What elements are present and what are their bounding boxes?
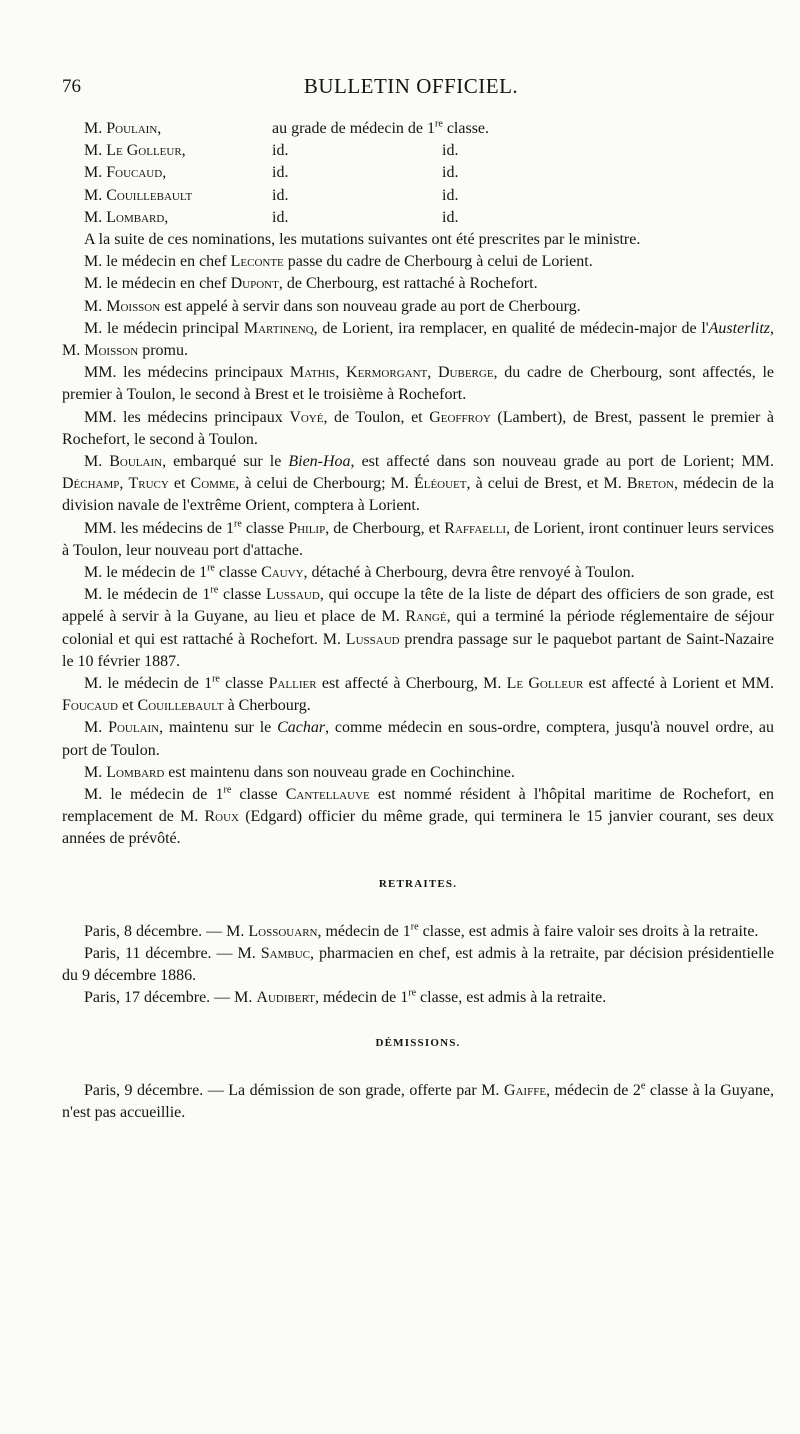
- running-title: BULLETIN OFFICIEL.: [303, 74, 519, 98]
- paragraph: M. le médecin en chef Dupont, de Cherbourg, est rattaché à Rochefort.: [84, 275, 538, 293]
- paragraph: M. le médecin de 1re classe Cauvy, détaché à Cherbourg, devra être renvoyé à Toulon.: [84, 562, 635, 581]
- paragraph: Paris, 9 décembre. — La démission de son grade, offerte par M. Gaiffe, médecin de 2e classe à la Guyane, n'est pas accueillie.: [62, 1080, 775, 1122]
- paragraph: MM. les médecins principaux Voyé, de Toulon, et Geoffroy (Lambert), de Brest, passent le premier à Rochefort, le second à Toulon.: [62, 408, 775, 448]
- paragraph: M. Lombard est maintenu dans son nouveau grade en Cochinchine.: [84, 763, 515, 781]
- list-item: M. Poulain, au grade de médecin de 1re classe.: [84, 118, 490, 137]
- document-body: [62, 118, 774, 1124]
- paragraph: M. le médecin principal Martinenq, de Lorient, ira remplacer, en qualité de médecin-major de l'Austerlitz, M. Moisson promu.: [62, 319, 774, 359]
- paragraph: A la suite de ces nominations, les mutations suivantes ont été prescrites par le ministre.: [84, 230, 641, 248]
- paragraph: M. le médecin de 1re classe Lussaud, qui occupe la tête de la liste de départ des officiers de son grade, est appelé à servir à la Guyane, au lieu et place de M. Rangé, qui a terminé la période réglementaire de séjour colonial et qui est rattaché à Rochefort. M. Lussaud prendra passage sur le paquebot partant de Saint-Nazaire le 10 février 1887.: [62, 584, 775, 670]
- section-heading-demissions: DÉMISSIONS.: [375, 1036, 461, 1049]
- page-header: [62, 70, 760, 104]
- list-item: M. Le Golleur, id. id.: [84, 142, 459, 160]
- paragraph: M. Poulain, maintenu sur le Cachar, comme médecin en sous-ordre, comptera, jusqu'à nouvel ordre, au port de Toulon.: [62, 719, 775, 759]
- paragraph: Paris, 17 décembre. — M. Audibert, médecin de 1re classe, est admis à la retraite.: [84, 988, 607, 1007]
- paragraph: Paris, 11 décembre. — M. Sambuc, pharmacien en chef, est admis à la retraite, par décision présidentielle du 9 décembre 1886.: [62, 945, 774, 985]
- paragraph: M. le médecin en chef Leconte passe du cadre de Cherbourg à celui de Lorient.: [84, 253, 593, 271]
- nominations-list: [62, 118, 774, 229]
- page-number: 76: [62, 76, 81, 97]
- paragraph: M. Boulain, embarqué sur le Bien-Hoa, est affecté dans son nouveau grade au port de Lorient; MM. Déchamp, Trucy et Comme, à celui de Cherbourg; M. Éléouet, à celui de Brest, et M. Breton, médecin de la division navale de l'extrême Orient, comptera à Lorient.: [62, 452, 775, 515]
- section-heading-retraites: RETRAITES.: [378, 877, 458, 890]
- paragraph: M. Moisson est appelé à servir dans son nouveau grade au port de Cherbourg.: [84, 297, 581, 315]
- list-item: M. Lombard, id. id.: [84, 208, 459, 226]
- list-item: M. Foucaud, id. id.: [84, 164, 459, 182]
- paragraph: M. le médecin de 1re classe Pallier est affecté à Cherbourg, M. Le Golleur est affecté à Lorient et MM. Foucaud et Couillebault à Cherbourg.: [62, 673, 774, 715]
- paragraph: Paris, 8 décembre. — M. Lossouarn, médecin de 1re classe, est admis à faire valoir ses droits à la retraite.: [84, 921, 759, 940]
- paragraph: MM. les médecins principaux Mathis, Kermorgant, Duberge, du cadre de Cherbourg, sont affectés, le premier à Toulon, le second à Brest et le troisième à Rochefort.: [62, 364, 775, 404]
- list-item: M. Couillebault id. id.: [84, 186, 459, 204]
- paragraph: MM. les médecins de 1re classe Philip, de Cherbourg, et Raffaelli, de Lorient, iront continuer leurs services à Toulon, leur nouveau port d'attache.: [62, 518, 775, 559]
- paragraph: M. le médecin de 1re classe Cantellauve est nommé résident à l'hôpital maritime de Rochefort, en remplacement de M. Roux (Edgard) officier du même grade, qui terminera le 15 janvier courant, ses deux années de prévôté.: [62, 784, 775, 848]
